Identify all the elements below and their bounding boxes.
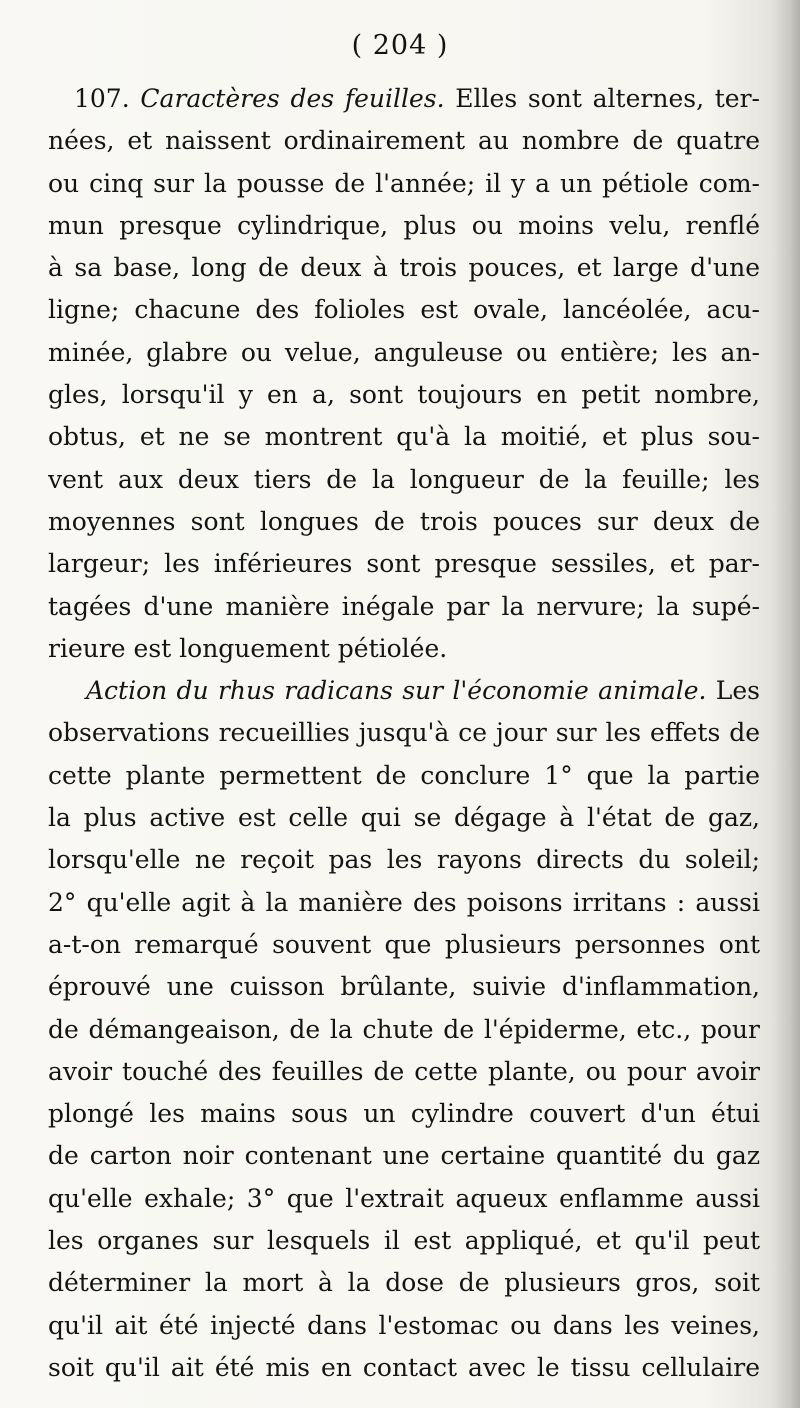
text-line: moyennes sont longues de trois pouces sur deux de — [48, 506, 760, 536]
section-heading: Action du rhus radicans sur l'économie animale. — [86, 676, 707, 706]
text-line: plongé les mains sous un cylindre couvert d'un étui — [48, 1099, 760, 1129]
text-line: à sa base, long de deux à trois pouces, et large d'une — [48, 253, 760, 283]
text-line: qu'il ait été injecté dans l'estomac ou dans les veines, — [48, 1310, 760, 1340]
page-edge-shadow — [774, 0, 800, 1408]
text-line: déterminer la mort à la dose de plusieurs gros, soit — [48, 1268, 760, 1298]
text-line: vent aux deux tiers de la longueur de la feuille; les — [48, 464, 760, 494]
text-line: gles, lorsqu'il y en a, sont toujours en petit nombre, — [48, 380, 760, 410]
text-line: ou cinq sur la pousse de l'année; il y a un pétiole com- — [48, 168, 760, 198]
text-line: obtus, et ne se montrent qu'à la moitié, et plus sou- — [48, 422, 760, 452]
section-action-first-line — [48, 670, 760, 712]
text-line: de carton noir contenant une certaine quantité du gaz — [48, 1141, 760, 1171]
text-line: éprouvé une cuisson brûlante, suivie d'inflammation, — [48, 972, 760, 1002]
text-line: qu'elle exhale; 3° que l'extrait aqueux enflamme aussi — [48, 1183, 760, 1213]
section-number: 107. — [74, 84, 130, 113]
text-line: de démangeaison, de la chute de l'épiderme, etc., pour — [48, 1014, 760, 1044]
text-line: nées, et naissent ordinairement au nombre de quatre — [48, 126, 760, 156]
body-text — [48, 78, 760, 1389]
text-line: les organes sur lesquels il est appliqué, et qu'il peut — [48, 1226, 760, 1256]
text-line: largeur; les inférieures sont presque sessiles, et par- — [48, 549, 760, 579]
text-line: Elles sont alternes, ter- — [444, 84, 760, 113]
text-line: minée, glabre ou velue, anguleuse ou entière; les an- — [48, 337, 760, 367]
text-line: avoir touché des feuilles de cette plante, ou pour avoir — [48, 1056, 760, 1086]
text-line: Les — [706, 676, 760, 706]
text-line: la plus active est celle qui se dégage à l'état de gaz, — [48, 803, 760, 833]
section-heading: Caractères des feuilles. — [140, 84, 445, 113]
text-line: observations recueillies jusqu'à ce jour sur les effets de — [48, 718, 760, 748]
text-line: a-t-on remarqué souvent que plusieurs personnes ont — [48, 929, 760, 959]
text-line: ligne; chacune des folioles est ovale, lancéolée, acu- — [48, 295, 760, 325]
text-line: mun presque cylindrique, plus ou moins velu, renflé — [48, 210, 760, 240]
text-line: tagées d'une manière inégale par la nervure; la supé- — [48, 591, 760, 621]
page-number: ( 204 ) — [351, 30, 449, 61]
text-line: rieure est longuement pétiolée. — [48, 633, 448, 663]
section-107-first-line — [48, 78, 760, 120]
text-line: soit qu'il ait été mis en contact avec le tissu cellulaire — [48, 1352, 760, 1382]
text-line: cette plante permettent de conclure 1° que la partie — [48, 760, 760, 790]
text-line: 2° qu'elle agit à la manière des poisons irritans : aussi — [48, 887, 760, 917]
text-line: lorsqu'elle ne reçoit pas les rayons directs du soleil; — [48, 845, 760, 875]
